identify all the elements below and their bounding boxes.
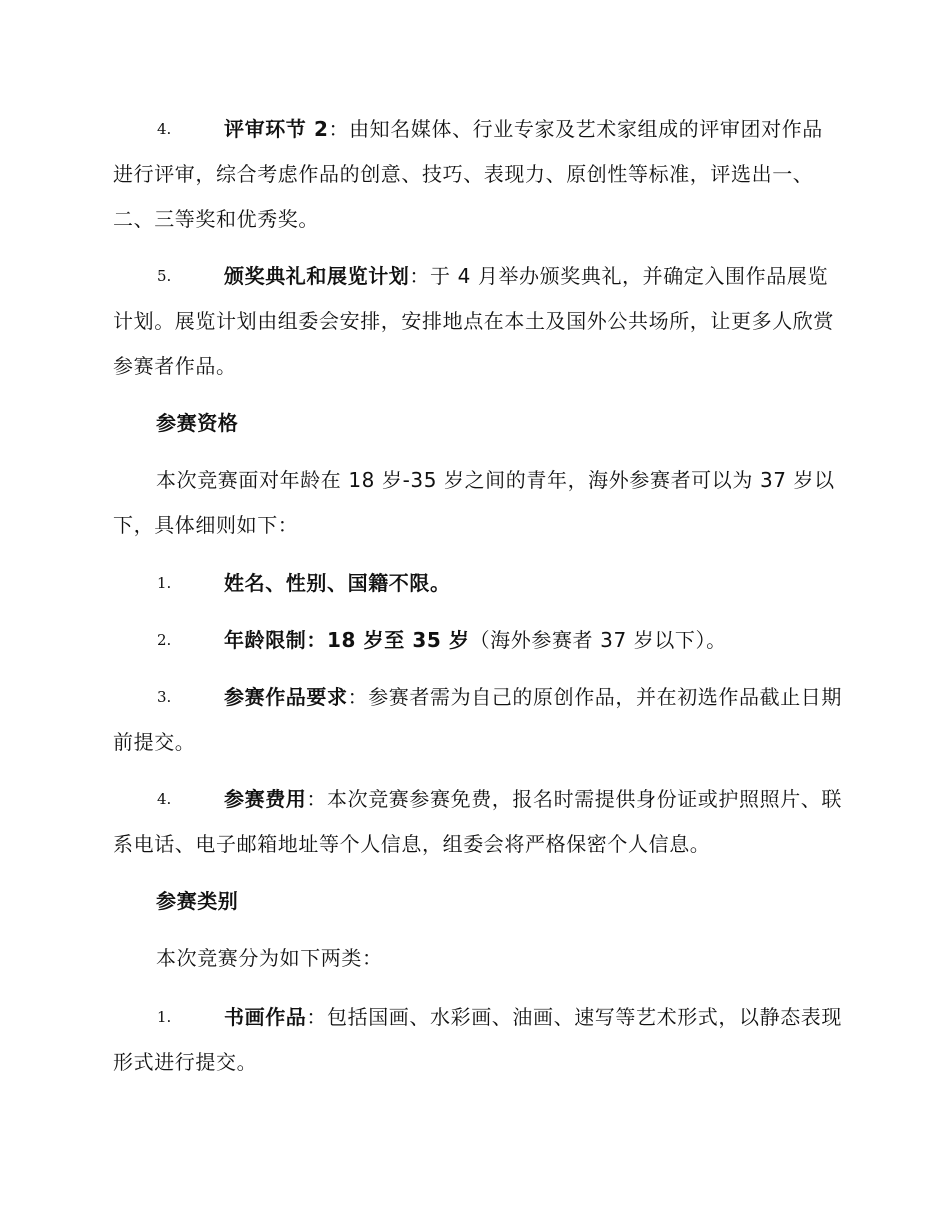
- paragraph-categories-intro: [113, 936, 843, 981]
- list-item-title: 参赛作品要求: [224, 685, 348, 709]
- list-item-body: ：于 4 月举办颁奖典礼，并确定入围作品展览计划。展览计划由组委会安排，安排地点在本土及国外公共场所，让更多人欣赏参赛者作品。: [113, 264, 834, 378]
- list-number: 4.: [157, 790, 172, 808]
- list-item-ceremony: [113, 254, 843, 389]
- list-item-title: 评审环节 2: [224, 117, 329, 141]
- paragraph-text: 本次竞赛面对年龄在 18 岁-35 岁之间的青年，海外参赛者可以为 37 岁以下，具体细则如下：: [113, 468, 835, 537]
- list-item-body: ：由知名媒体、行业专家及艺术家组成的评审团对作品进行评审，综合考虑作品的创意、技巧、表现力、原创性等标准，评选出一、二、三等奖和优秀奖。: [113, 117, 823, 231]
- list-item-title: 年龄限制：18 岁至 35 岁: [224, 628, 470, 652]
- list-number: 2.: [157, 631, 172, 649]
- list-item-judging: [113, 107, 843, 242]
- list-item-title: 书画作品: [224, 1005, 307, 1029]
- list-number: 5.: [157, 267, 172, 285]
- list-item-eligibility-1: [113, 561, 843, 606]
- list-item-body: ：本次竞赛参赛免费，报名时需提供身份证或护照照片、联系电话、电子邮箱地址等个人信息，组委会将严格保密个人信息。: [113, 787, 843, 856]
- list-item-title: 参赛费用: [224, 787, 307, 811]
- section-heading-eligibility: 参赛资格: [156, 411, 239, 435]
- list-item-category-1: [113, 995, 843, 1085]
- paragraph-eligibility-intro: [113, 458, 843, 548]
- list-number: 1.: [157, 574, 172, 592]
- list-item-title: 姓名、性别、国籍不限。: [224, 571, 451, 595]
- list-number: 4.: [157, 120, 172, 138]
- list-item-eligibility-3: [113, 675, 843, 765]
- list-item-title: 颁奖典礼和展览计划: [224, 264, 410, 288]
- paragraph-text: 本次竞赛分为如下两类：: [156, 946, 383, 970]
- list-number: 3.: [157, 688, 172, 706]
- list-item-eligibility-2: [113, 618, 843, 663]
- list-item-body: ：参赛者需为自己的原创作品，并在初选作品截止日期前提交。: [113, 685, 843, 754]
- list-item-body: （海外参赛者 37 岁以下）。: [469, 628, 727, 652]
- list-item-body: ：包括国画、水彩画、油画、速写等艺术形式，以静态表现形式进行提交。: [113, 1005, 843, 1074]
- section-heading-categories: 参赛类别: [156, 889, 239, 913]
- list-number: 1.: [157, 1008, 172, 1026]
- list-item-eligibility-4: [113, 777, 843, 867]
